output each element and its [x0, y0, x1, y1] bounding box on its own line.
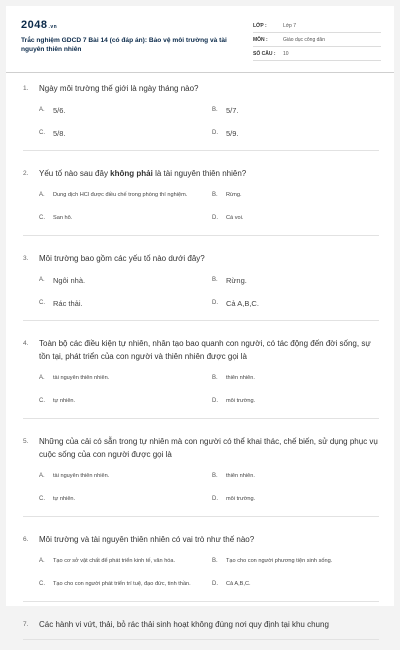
answer-option[interactable] [212, 392, 379, 410]
question-number: 4. [23, 340, 29, 347]
option-text: môi trường. [226, 495, 256, 502]
answer-option[interactable] [39, 369, 212, 387]
answer-option[interactable] [212, 575, 379, 593]
option-text: Rừng. [226, 191, 242, 198]
question-stem [39, 167, 246, 180]
question-text [23, 161, 379, 180]
answer-options [23, 186, 379, 227]
meta-value: 10 [283, 50, 289, 57]
option-text: Tạo cho con người phương tiện sinh sống. [226, 557, 333, 564]
answer-options [23, 369, 379, 410]
question-item [23, 527, 379, 602]
answer-option[interactable] [39, 124, 212, 142]
answer-option[interactable] [39, 271, 212, 289]
header-divider [6, 72, 394, 73]
option-text: Ngôi nhà. [53, 275, 86, 285]
option-text: San hô. [53, 214, 73, 221]
option-text: Tạo cho con người phát triển trí tuệ, đạo đức, tinh thần. [53, 580, 191, 587]
option-text: Rừng. [226, 275, 247, 285]
answer-option[interactable] [39, 101, 212, 119]
question-stem [39, 533, 254, 546]
option-letter: A. [39, 374, 45, 381]
answer-option[interactable] [39, 490, 212, 508]
document-title: Trắc nghiệm GDCD 7 Bài 14 (có đáp án): Bảo vệ môi trường và tài nguyên thiên nhiên [21, 37, 227, 53]
answer-option[interactable] [39, 392, 212, 410]
option-letter: C. [39, 580, 45, 587]
option-letter: D. [212, 580, 218, 587]
answer-option[interactable] [212, 294, 379, 312]
answer-option[interactable] [212, 209, 379, 227]
meta-row-count [253, 47, 381, 61]
question-number: 7. [23, 621, 29, 628]
option-letter: A. [39, 107, 45, 113]
option-text: 5/6. [53, 105, 66, 115]
option-letter: B. [212, 107, 218, 113]
question-stem [39, 435, 379, 461]
answer-option[interactable] [212, 271, 379, 289]
option-text: Cả A,B,C. [226, 580, 251, 587]
option-text: 5/7. [226, 105, 239, 115]
meta-value: Giáo dục công dân [283, 36, 325, 43]
option-letter: C. [39, 397, 45, 404]
question-emphasis: không phải [110, 169, 153, 178]
option-text: thiên nhiên. [226, 472, 255, 479]
answer-option[interactable] [212, 186, 379, 204]
question-text-part: Những của cải có sẵn trong tự nhiên mà con người có thể khai thác, chế biến, sử dụng phục vụ cuộc sống của con người được gọi là [39, 437, 378, 459]
meta-value: Lớp 7 [283, 22, 297, 29]
option-letter: A. [39, 277, 45, 283]
option-text: Cá voi. [226, 214, 244, 221]
question-text [23, 76, 379, 95]
option-text: môi trường. [226, 397, 256, 404]
option-text: Tạo cơ sở vật chất để phát triển kinh tế, văn hóa. [53, 557, 176, 564]
question-item [23, 161, 379, 236]
answer-option[interactable] [212, 490, 379, 508]
question-stem [39, 82, 199, 95]
answer-option[interactable] [39, 467, 212, 485]
question-text-part: là tài nguyên thiên nhiên? [152, 169, 247, 178]
question-stem [39, 337, 379, 363]
question-stem [39, 252, 205, 265]
site-logo[interactable]: 2048.vn [21, 19, 58, 31]
question-text-part: Toàn bộ các điều kiện tự nhiên, nhân tạo bao quanh con người, có tác động đến đời sống, sự tồn tại, phát triển của con người và thiên nhiên được gọi là [39, 339, 371, 361]
option-letter: C. [39, 300, 45, 306]
answer-options [23, 552, 379, 593]
question-number: 2. [23, 170, 29, 177]
answer-option[interactable] [212, 124, 379, 142]
question-item [23, 76, 379, 151]
question-item [23, 246, 379, 321]
option-text: 5/9. [226, 128, 239, 138]
answer-options [23, 271, 379, 312]
option-letter: C. [39, 130, 45, 136]
option-text: 5/8. [53, 128, 66, 138]
option-text: Dung dịch HCl được điều chế trong phòng thí nghiệm. [53, 191, 188, 198]
option-text: tài nguyên thiên nhiên. [53, 374, 110, 381]
question-text-part: Các hành vi vứt, thải, bỏ rác thải sinh hoạt không đúng nơi quy định tại khu chung [39, 620, 329, 629]
question-item [23, 612, 379, 640]
option-letter: B. [212, 277, 218, 283]
option-text: tự nhiên. [53, 495, 76, 502]
meta-table [253, 19, 381, 61]
answer-option[interactable] [212, 552, 379, 570]
option-letter: C. [39, 495, 45, 502]
option-letter: A. [39, 557, 45, 564]
option-letter: A. [39, 191, 45, 198]
answer-option[interactable] [39, 552, 212, 570]
answer-options [23, 101, 379, 142]
option-letter: D. [212, 130, 218, 136]
option-letter: D. [212, 214, 218, 221]
option-letter: B. [212, 374, 218, 381]
question-item [23, 331, 379, 419]
meta-row-subject [253, 33, 381, 47]
meta-label: SỐ CÂU : [253, 50, 276, 57]
question-text [23, 246, 379, 265]
question-number: 6. [23, 536, 29, 543]
option-letter: D. [212, 397, 218, 404]
question-text-part: Ngày môi trường thế giới là ngày tháng nào? [39, 84, 199, 93]
question-text-part: Môi trường và tài nguyên thiên nhiên có vai trò như thế nào? [39, 535, 255, 544]
answer-option[interactable] [39, 575, 212, 593]
document-header [6, 6, 394, 68]
option-letter: B. [212, 191, 218, 198]
option-text: tự nhiên. [53, 397, 76, 404]
meta-row-class [253, 19, 381, 33]
option-text: Rác thải. [53, 298, 83, 308]
answer-option[interactable] [39, 294, 212, 312]
option-text: thiên nhiên. [226, 374, 255, 381]
question-list [6, 76, 394, 650]
question-item [23, 429, 379, 517]
question-number: 3. [23, 255, 29, 262]
question-stem [39, 618, 329, 631]
option-letter: D. [212, 495, 218, 502]
question-text [23, 527, 379, 546]
meta-label: MÔN : [253, 36, 268, 43]
answer-options [23, 467, 379, 508]
answer-option[interactable] [39, 186, 212, 204]
question-text [23, 429, 379, 461]
option-letter: D. [212, 300, 218, 306]
answer-option[interactable] [212, 101, 379, 119]
option-text: tài nguyên thiên nhiên. [53, 472, 110, 479]
question-text-part: Môi trường bao gồm các yếu tố nào dưới đây? [39, 254, 205, 263]
option-letter: A. [39, 472, 45, 479]
document-page [6, 6, 394, 629]
option-letter: C. [39, 214, 45, 221]
answer-option[interactable] [212, 467, 379, 485]
question-text [23, 331, 379, 363]
meta-label: LỚP : [253, 22, 267, 29]
option-letter: B. [212, 557, 218, 564]
option-text: Cả A,B,C. [226, 298, 259, 308]
question-number: 1. [23, 85, 29, 92]
question-text [23, 612, 379, 631]
question-text-part: Yếu tố nào sau đây [39, 169, 111, 178]
answer-option[interactable] [212, 369, 379, 387]
answer-option[interactable] [39, 209, 212, 227]
option-letter: B. [212, 472, 218, 479]
question-number: 5. [23, 438, 29, 445]
